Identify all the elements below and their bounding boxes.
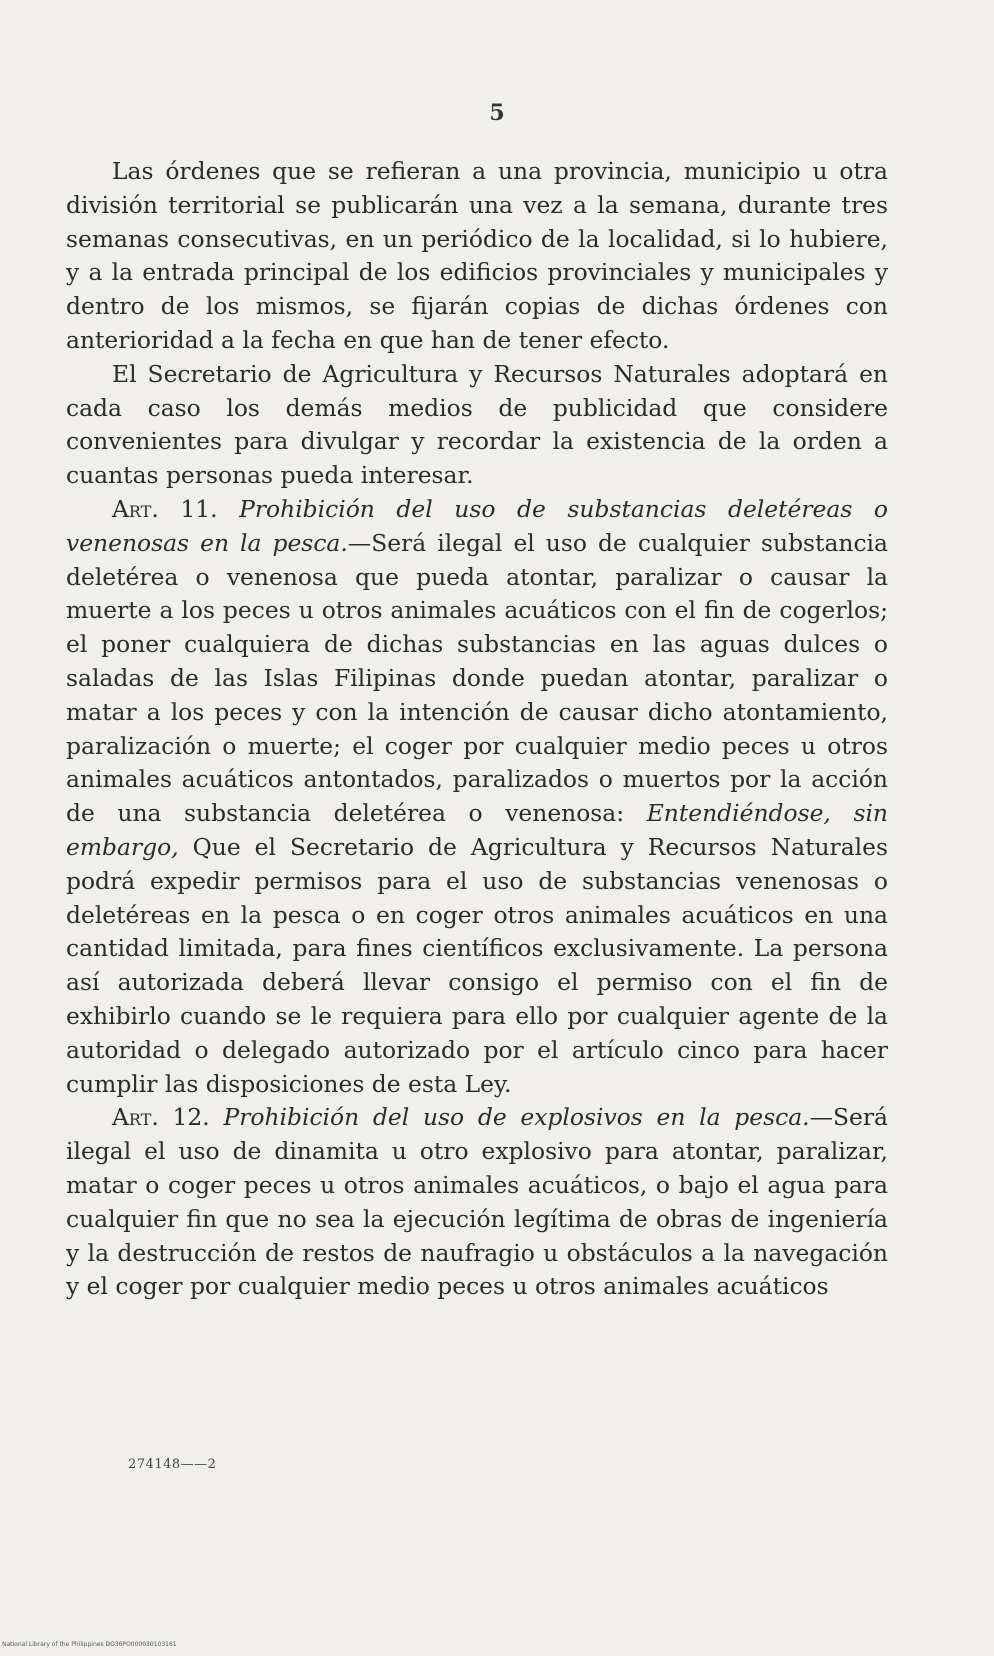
scan-credit: National Library of the Philippines DO36PO000030103161 [2, 1641, 177, 1648]
article-12-body: —Será ilegal el uso de dinamita u otro explosivo para atontar, paralizar, matar o coger peces u otros animales acuáticos, o bajo el agua para cualquier fin que no sea la ejecución legítima de obras de ingeniería y la destrucción de restos de naufragio u obstáculos a la navegación y el coger por cualquier medio peces u otros animales acuáticos [66, 1103, 888, 1301]
page-number: 5 [489, 100, 505, 126]
article-11-body-continued: Que el Secretario de Agricultura y Recursos Naturales podrá expedir permisos para el uso de substancias venenosas o deletéreas en la pesca o en coger otros animales acuáticos en una cantidad limitada, para fines científicos exclusivamente. La persona así autorizada deberá llevar consigo el permiso con el fin de exhibirlo cuando se le requiera para ello por cualquier agente de la autoridad o delegado autorizado por el artículo cinco para hacer cumplir las disposiciones de esta Ley. [66, 832, 888, 1098]
article-11-label: Art. 11. [112, 494, 218, 523]
body-text [66, 155, 888, 1304]
article-11 [66, 493, 888, 1101]
paragraph-publicity-means: El Secretario de Agricultura y Recursos Naturales adoptará en cada caso los demás medios de publicidad que considere convenientes para divulgar y recordar la existencia de la orden a cuantas personas pueda interesar. [66, 359, 888, 490]
article-12-title: Prohibición del uso de explosivos en la pesca. [223, 1103, 810, 1132]
article-11-proviso: Entendiéndose, sin embargo, [66, 799, 888, 861]
article-11-body: —Será ilegal el uso de cualquier substancia deletérea o venenosa que pueda atontar, paralizar o causar la muerte a los peces u otros animales acuáticos con el fin de cogerlos; el poner cualquiera de dichas substancias en las aguas dulces o saladas de las Islas Filipinas donde puedan atontar, paralizar o matar a los peces y con la intención de causar dicho atontamiento, paralización o muerte; el coger por cualquier medio peces u otros animales acuáticos antontados, paralizados o muertos por la acción de una substancia deletérea o venenosa: [66, 528, 888, 828]
article-12 [66, 1101, 888, 1304]
printer-signature-mark: 274148——2 [128, 1457, 217, 1472]
article-12-label: Art. 12. [112, 1103, 210, 1132]
article-11-title: Prohibición del uso de substancias deletéreas o venenosas en la pesca. [66, 494, 888, 557]
paragraph-orders-publication: Las órdenes que se refieran a una provincia, municipio u otra división territorial se publicarán una vez a la semana, durante tres semanas consecutivas, en un periódico de la localidad, si lo hubiere, y a la entrada principal de los edificios provinciales y municipales y dentro de los mismos, se fijarán copias de dichas órdenes con anterioridad a la fecha en que han de tener efecto. [66, 157, 888, 354]
